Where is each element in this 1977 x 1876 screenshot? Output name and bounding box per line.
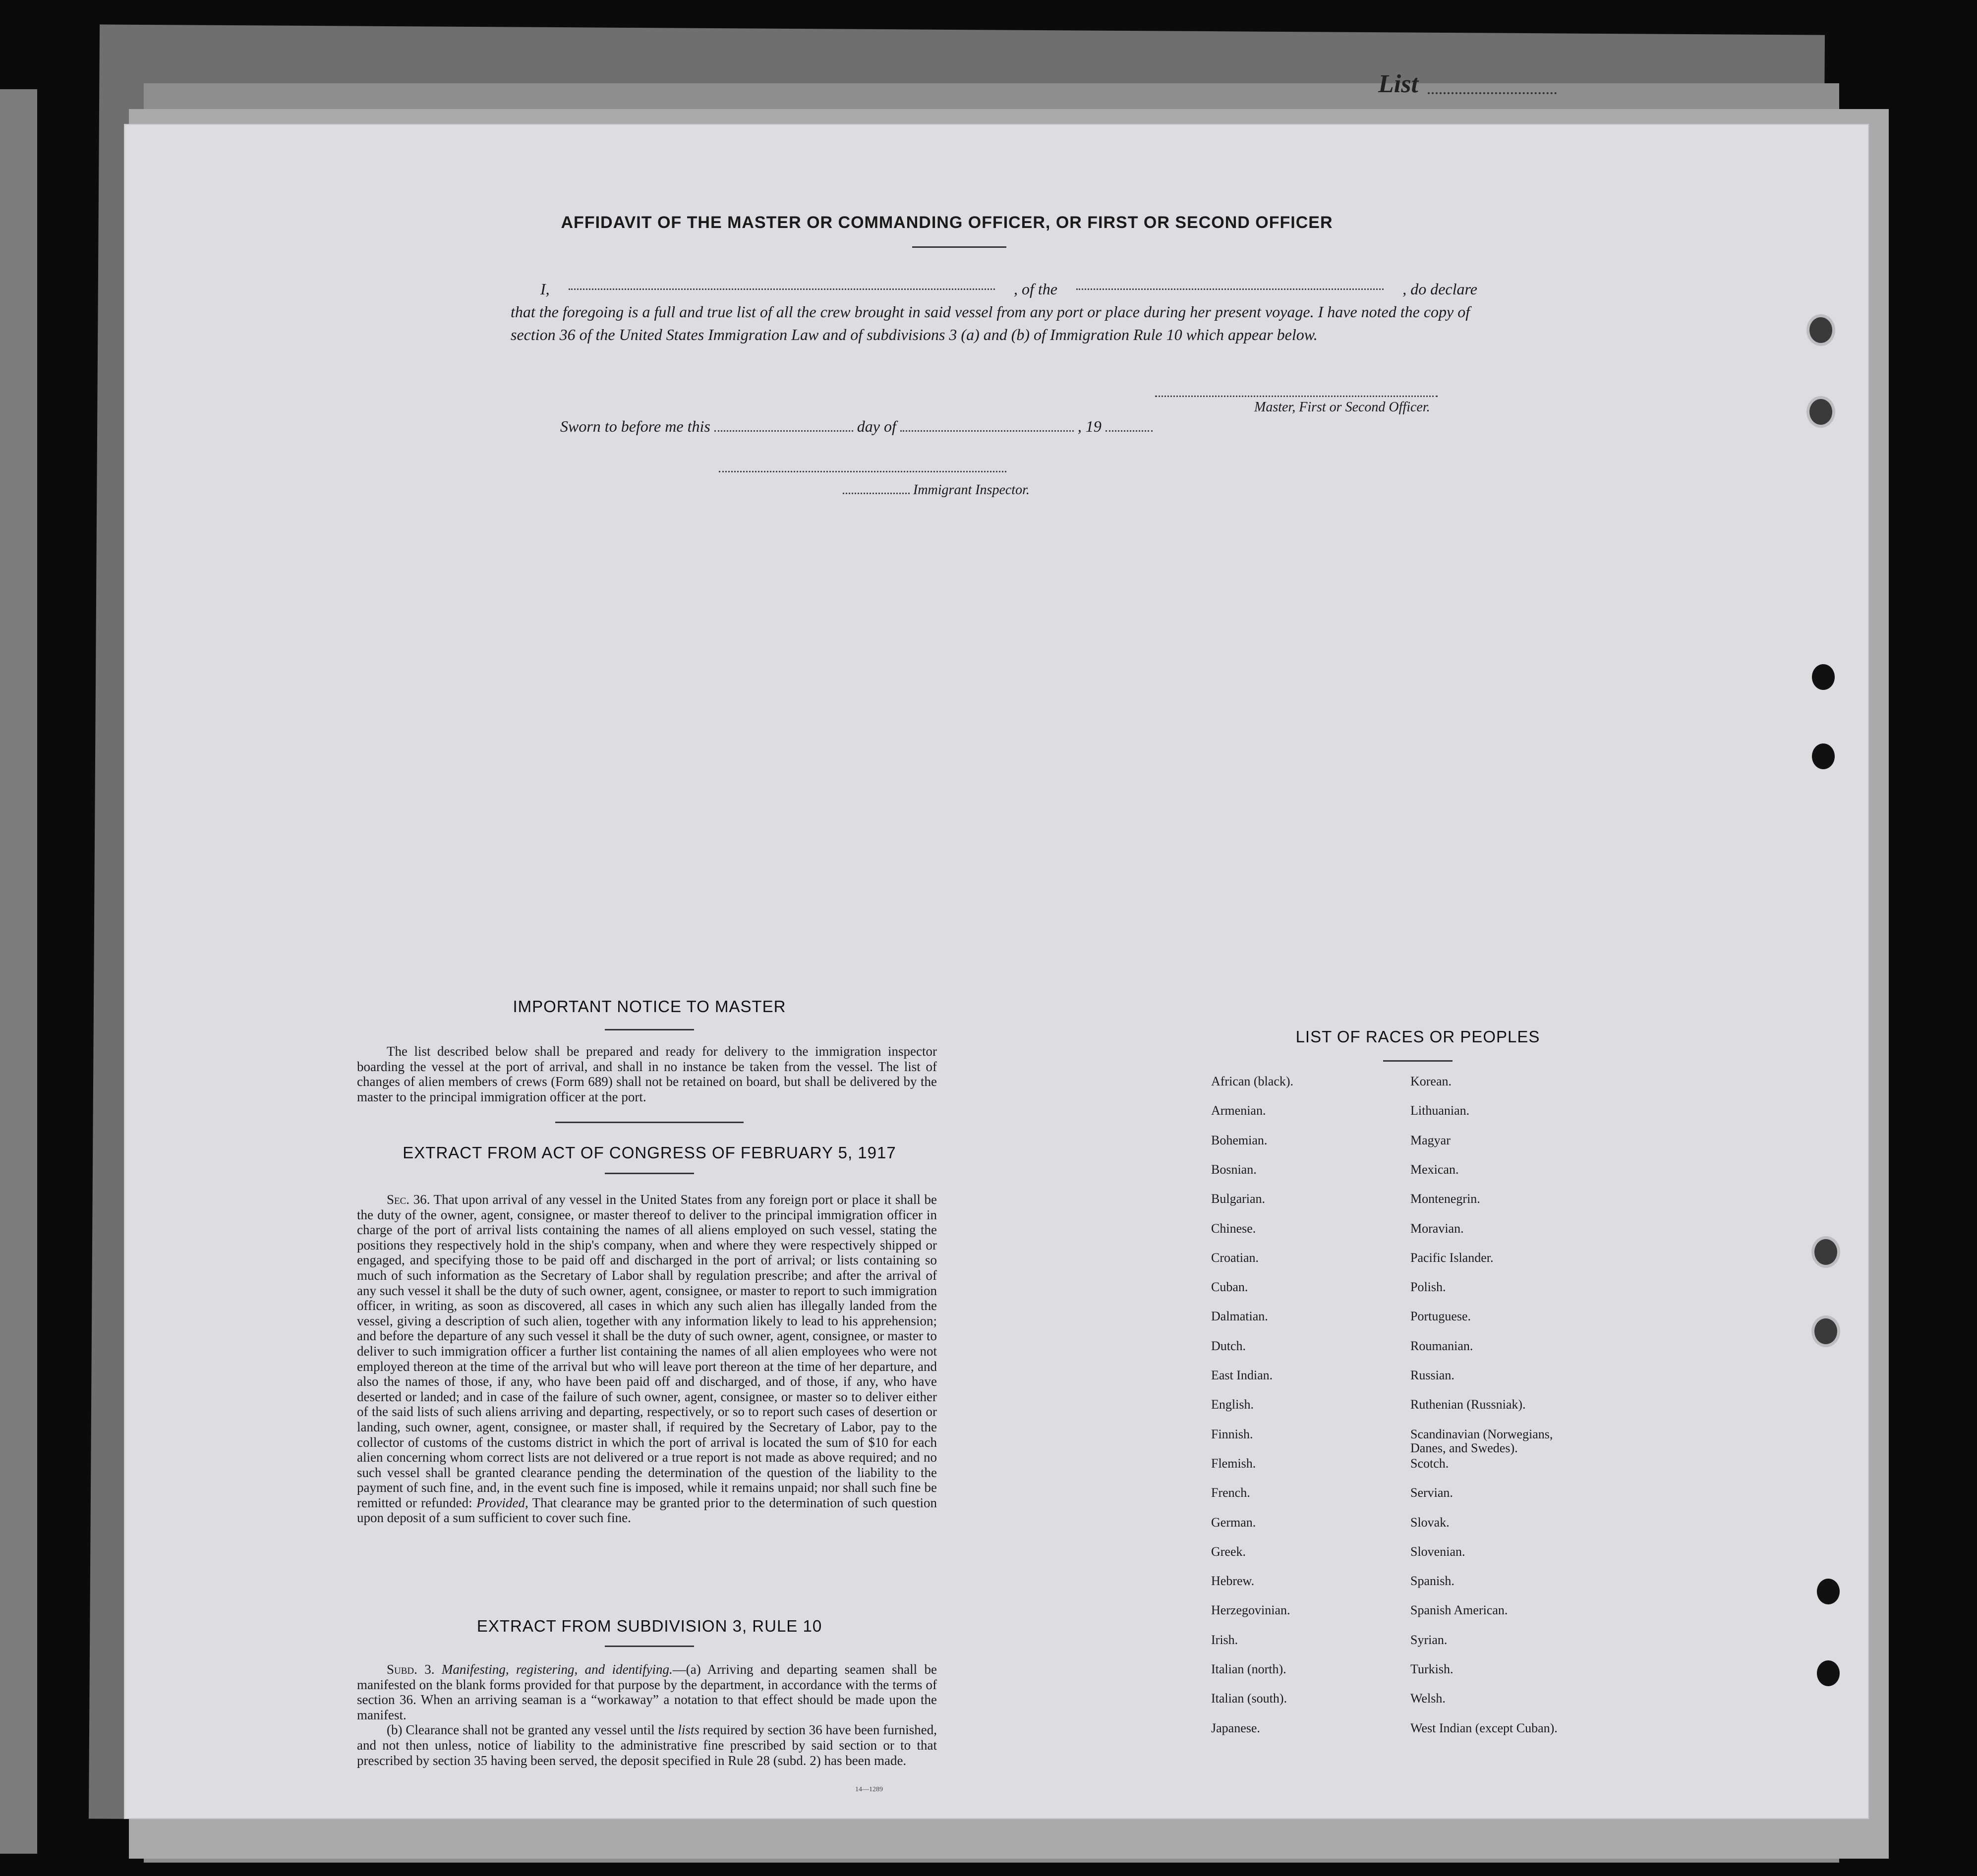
race-item: Italian (south).	[1211, 1691, 1287, 1706]
race-item: Spanish.	[1410, 1574, 1454, 1589]
provided-text: That clearance may be granted prior to the determination of such question upon deposit of a sum sufficient to cover such fine.	[357, 1495, 937, 1526]
provided-label: Provided,	[476, 1495, 528, 1510]
race-item: Bosnian.	[1211, 1162, 1257, 1177]
do-declare-label: , do declare	[1402, 280, 1477, 298]
race-item: African (black).	[1211, 1074, 1294, 1088]
affidavit-declaration	[511, 278, 1477, 346]
punch-hole-icon	[1809, 317, 1832, 343]
race-item: Irish.	[1211, 1632, 1238, 1647]
day-of-label: day of	[857, 417, 896, 435]
race-item: Japanese.	[1211, 1720, 1260, 1735]
race-item: Servian.	[1410, 1485, 1453, 1500]
race-item: Welsh.	[1410, 1691, 1446, 1706]
race-item: Portuguese.	[1410, 1309, 1471, 1324]
race-item: West Indian (except Cuban).	[1410, 1720, 1558, 1735]
punch-hole-icon	[1817, 1660, 1840, 1686]
rule-body	[357, 1662, 937, 1768]
race-item: Finnish.	[1211, 1426, 1253, 1441]
race-item: East Indian.	[1211, 1368, 1273, 1382]
race-item: Croatian.	[1211, 1250, 1259, 1265]
subd-label: Subd. 3.	[387, 1662, 435, 1677]
inspector-dots	[843, 482, 910, 494]
race-item: Armenian.	[1211, 1103, 1266, 1118]
notice-heading: IMPORTANT NOTICE TO MASTER	[513, 997, 786, 1016]
inspector-signature-field[interactable]	[719, 471, 1006, 472]
sec-label: Sec. 36.	[387, 1192, 430, 1207]
race-item: Herzegovinian.	[1211, 1603, 1290, 1618]
para-b-lists: lists	[678, 1722, 699, 1738]
affidavit-title: AFFIDAVIT OF THE MASTER OR COMMANDING OFFICER, OR FIRST OR SECOND OFFICER	[561, 213, 1333, 232]
inspector-label	[843, 482, 1030, 498]
race-item: German.	[1211, 1515, 1256, 1530]
race-item: Bulgarian.	[1211, 1192, 1266, 1206]
race-item: English.	[1211, 1397, 1254, 1412]
rule-heading: EXTRACT FROM SUBDIVISION 3, RULE 10	[476, 1617, 822, 1635]
race-item: Slovenian.	[1410, 1544, 1465, 1559]
notice-divider	[605, 1029, 694, 1030]
sworn-year-field[interactable]	[1105, 419, 1153, 432]
race-item: Magyar	[1410, 1133, 1451, 1147]
punch-hole-icon	[1812, 743, 1835, 769]
vessel-name-field[interactable]	[1076, 278, 1384, 290]
year-label: , 19	[1077, 417, 1102, 435]
act-text: That upon arrival of any vessel in the United States from any foreign port or place it shall be the duty of the owner, agent, consignee, or master thereof to deliver to the principal immigration officer in charge of the port of arrival lists containing the names of all aliens employed on such vessel, stating the positions they respectively hold in the ship's company, when and where they were respectively shipped or engaged, and specifying those to be paid off and discharged in the port of arrival; or lists containing so much of such information as the Secretary of Labor shall by regulation prescribe; and after the arrival of any such vessel it shall be the duty of such owner, agent, consignee, or master to report to such immigration officer, in writing, as soon as discovered, all cases in which any such alien has illegally landed from the vessel, giving a description of such alien, together with any information likely to lead to his apprehension; and before the departure of any such vessel it shall be the duty of such owner, agent, consignee, or master to deliver to such immigration officer a further list containing the names of all alien employees who were not employed thereon at the time of the arrival but who will leave port thereon at the time of her departure, and also the names of those, if any, who have been paid off and discharged, and of those, if any, who have deserted or landed; and in case of the failure of such owner, agent, consignee, or master so to deliver either of the said lists of such aliens arriving and departing, respectively, or so to report such cases of desertion or landing, such owner, agent, consignee, or master shall, if required by the Secretary of Labor, pay to the collector of customs of the customs district in which the port of arrival is located the sum of $10 for each alien concerning whom correct lists are not delivered or a true report is not made as above required; and no such vessel shall be granted clearance pending the determination of the question of the liability to the payment of such fine, and, in the event such fine is imposed, while it remains unpaid; nor shall such fine be remitted or refunded:	[357, 1192, 937, 1510]
officer-signature-field[interactable]	[1155, 396, 1438, 397]
race-item: Bohemian.	[1211, 1133, 1268, 1147]
subd-title: Manifesting, registering, and identifying.	[441, 1662, 673, 1677]
section-divider	[555, 1122, 744, 1123]
para-b-start: (b) Clearance shall not be granted any vessel until the	[387, 1722, 675, 1738]
race-item: Roumanian.	[1410, 1338, 1473, 1353]
para-a: —(a) Arriving and departing seamen shall be manifested on the blank forms provided for that purpose by the department, in accordance with the terms of section 36. When an arriving seaman is a “workaway” a notation to that effect should be made upon the manifest.	[357, 1662, 937, 1722]
punch-hole-icon	[1809, 399, 1832, 425]
race-item: Slovak.	[1410, 1515, 1450, 1530]
race-item: Korean.	[1410, 1074, 1452, 1088]
act-body	[357, 1192, 937, 1526]
print-code: 14—1289	[855, 1786, 883, 1793]
race-item: Dutch.	[1211, 1338, 1246, 1353]
race-item: Hebrew.	[1211, 1574, 1255, 1589]
race-item: Mexican.	[1410, 1162, 1459, 1177]
race-item: Cuban.	[1211, 1280, 1248, 1295]
race-item: Syrian.	[1410, 1632, 1448, 1647]
list-tag-line	[1428, 92, 1557, 94]
act-divider	[605, 1173, 694, 1174]
race-item: Spanish American.	[1410, 1603, 1508, 1618]
punch-hole-icon	[1817, 1579, 1840, 1604]
of-the-label: , of the	[1013, 280, 1057, 298]
race-item: French.	[1211, 1485, 1250, 1500]
race-item: Scotch.	[1410, 1456, 1449, 1471]
race-item: Montenegrin.	[1410, 1192, 1480, 1206]
officer-name-field[interactable]	[569, 278, 995, 290]
race-item: Dalmatian.	[1211, 1309, 1268, 1324]
notice-text: The list described below shall be prepared and ready for delivery to the immigration inspector boarding the vessel at the port of arrival, and shall in no instance be taken from the vessel. The list of changes of alien members of crews (Form 689) shall not be retained on board, but shall be delivered by the master to the principal immigration officer at the port.	[357, 1044, 937, 1104]
races-heading: LIST OF RACES OR PEOPLES	[1295, 1027, 1540, 1046]
races-divider	[1383, 1060, 1453, 1062]
rule-divider	[605, 1646, 694, 1647]
punch-hole-icon	[1812, 664, 1835, 690]
race-item: Polish.	[1410, 1280, 1446, 1295]
race-item: Greek.	[1211, 1544, 1246, 1559]
para-b-end: required by section 36 have been furnished, and not then unless, notice of liability to the administrative fine prescribed by said section or to that prescribed by section 35 having been served, the deposit specified in Rule 28 (subd. 2) has been made.	[357, 1722, 937, 1768]
punch-hole-icon	[1814, 1239, 1837, 1265]
declaration-body: that the foregoing is a full and true list of all the crew brought in said vessel from any port or place during her present voyage. I have noted the copy of section 36 of the United States Immigration Law and of subdivisions 3 (a) and (b) of Immigration Rule 10 which appear below.	[511, 303, 1470, 343]
race-item: Ruthenian (Russniak).	[1410, 1397, 1526, 1412]
act-heading: EXTRACT FROM ACT OF CONGRESS OF FEBRUARY 5, 1917	[403, 1143, 896, 1162]
sworn-day-field[interactable]	[714, 419, 853, 432]
list-tag: List	[1378, 70, 1418, 98]
race-item: Flemish.	[1211, 1456, 1256, 1471]
sworn-label: Sworn to before me this	[560, 417, 710, 435]
signature-label: Master, First or Second Officer.	[1254, 399, 1430, 415]
title-divider	[912, 246, 1006, 248]
punch-hole-icon	[1814, 1318, 1837, 1344]
adjacent-page-strip	[0, 89, 37, 1854]
notice-body	[357, 1044, 937, 1104]
inspector-label-text: Immigrant Inspector.	[913, 482, 1030, 498]
race-item: Scandinavian (Norwegians, Danes, and Swedes).	[1410, 1426, 1553, 1455]
sworn-statement	[560, 417, 1153, 436]
race-item: Turkish.	[1410, 1662, 1454, 1676]
sworn-month-field[interactable]	[900, 419, 1074, 432]
declare-i-label: I,	[540, 280, 550, 298]
race-item: Russian.	[1410, 1368, 1454, 1382]
race-item: Moravian.	[1410, 1221, 1464, 1236]
document-page	[124, 124, 1869, 1819]
race-item: Chinese.	[1211, 1221, 1256, 1236]
race-item: Pacific Islander.	[1410, 1250, 1494, 1265]
race-item: Lithuanian.	[1410, 1103, 1470, 1118]
race-item: Italian (north).	[1211, 1662, 1286, 1676]
